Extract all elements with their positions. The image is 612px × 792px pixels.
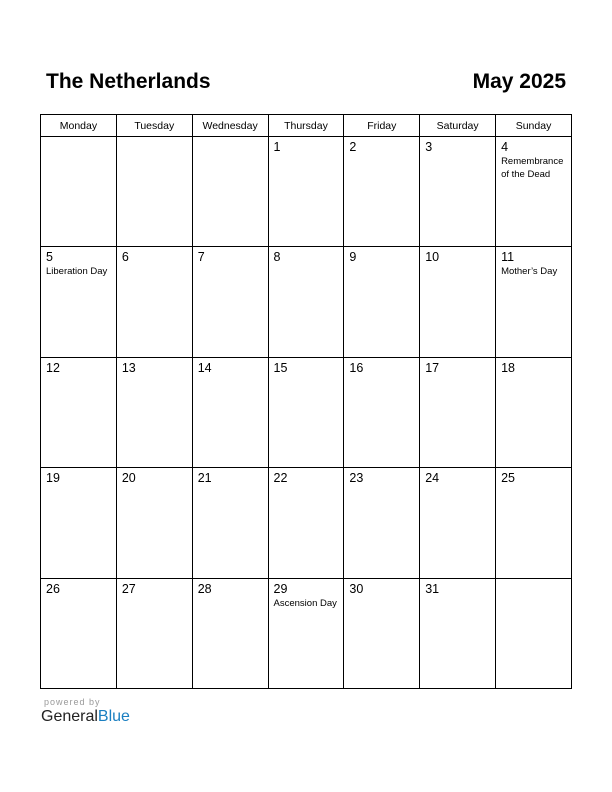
day-cell	[268, 137, 344, 247]
month-title: May 2025	[472, 70, 566, 93]
day-number: 24	[425, 471, 440, 486]
day-cell-content	[269, 468, 344, 488]
country-title: The Netherlands	[46, 70, 211, 93]
day-cell	[344, 357, 420, 467]
day-cell-content	[420, 247, 495, 267]
day-cell	[344, 137, 420, 247]
day-number: 27	[121, 581, 136, 596]
day-number: 26	[46, 581, 60, 596]
day-cell	[496, 247, 572, 357]
generalblue-logo	[41, 708, 130, 726]
day-cell	[192, 357, 268, 467]
day-number: 14	[197, 360, 212, 375]
day-cell	[420, 578, 496, 688]
day-number: 15	[273, 360, 288, 375]
day-cell-content	[496, 358, 571, 378]
day-number: 25	[501, 471, 515, 486]
day-cell-content	[269, 137, 344, 157]
holiday-label: Mother’s Day	[501, 266, 558, 278]
day-number: 17	[425, 360, 440, 375]
day-cell-content	[193, 468, 268, 488]
day-cell-content	[496, 579, 571, 585]
day-number: 20	[121, 471, 136, 486]
holiday-label: Liberation Day	[46, 266, 108, 278]
day-number: 7	[197, 250, 205, 265]
day-number: 9	[349, 250, 357, 265]
calendar-header	[46, 70, 566, 100]
day-cell-content	[41, 358, 116, 378]
day-number: 13	[121, 360, 136, 375]
day-number: 2	[349, 140, 357, 154]
day-number: 22	[273, 471, 288, 486]
day-cell-content	[344, 137, 419, 157]
day-cell-content	[420, 137, 495, 157]
day-number: 28	[197, 581, 212, 596]
day-cell	[192, 578, 268, 688]
day-number: 3	[425, 140, 433, 154]
day-number: 16	[349, 360, 364, 375]
day-cell	[420, 357, 496, 467]
day-number: 1	[273, 140, 281, 154]
day-cell	[496, 137, 572, 247]
day-cell-content	[117, 137, 192, 143]
day-cell-content	[344, 468, 419, 488]
weekday-wednesday: Wednesday	[192, 115, 268, 137]
powered-by-text: powered by	[44, 697, 101, 707]
day-cell	[268, 357, 344, 467]
day-cell-content	[193, 358, 268, 378]
day-cell	[41, 468, 117, 578]
day-number: 19	[46, 471, 60, 486]
weekday-monday: Monday	[41, 115, 117, 137]
weekday-thursday: Thursday	[268, 115, 344, 137]
day-cell	[116, 578, 192, 688]
week-row	[41, 578, 572, 688]
day-cell	[268, 247, 344, 357]
week-row	[41, 247, 572, 357]
day-number: 29	[273, 581, 288, 596]
day-number: 21	[197, 471, 212, 486]
day-number: 12	[46, 360, 60, 375]
calendar	[40, 114, 572, 689]
day-number: 30	[349, 581, 364, 596]
holiday-label: Remembrance of the Dead	[501, 156, 564, 180]
logo-general: General	[41, 708, 98, 725]
week-row	[41, 137, 572, 247]
day-cell-content	[117, 247, 192, 267]
day-cell	[496, 578, 572, 688]
calendar-grid	[40, 114, 572, 689]
day-cell-content	[496, 247, 571, 281]
day-cell-content	[269, 358, 344, 378]
day-cell-content	[420, 468, 495, 488]
weekday-friday: Friday	[344, 115, 420, 137]
day-cell	[496, 357, 572, 467]
weekday-header-row	[41, 115, 572, 137]
day-cell-content	[41, 468, 116, 488]
day-number: 31	[425, 581, 440, 596]
day-number: 4	[501, 140, 509, 154]
day-cell-content	[420, 358, 495, 378]
day-cell-content	[117, 358, 192, 378]
day-cell-content	[117, 579, 192, 599]
day-cell-content	[269, 247, 344, 267]
day-cell	[41, 357, 117, 467]
day-cell-content	[193, 579, 268, 599]
day-cell	[344, 468, 420, 578]
day-number: 6	[121, 250, 129, 265]
day-cell-content	[344, 247, 419, 267]
day-cell-content	[41, 579, 116, 599]
day-cell	[192, 137, 268, 247]
day-cell	[116, 137, 192, 247]
logo-blue: Blue	[97, 708, 130, 725]
day-number: 5	[46, 250, 53, 265]
day-cell	[116, 247, 192, 357]
day-number: 23	[349, 471, 364, 486]
day-cell-content	[193, 137, 268, 143]
day-cell	[41, 578, 117, 688]
day-cell-content	[344, 579, 419, 599]
day-cell-content	[420, 579, 495, 599]
weekday-tuesday: Tuesday	[116, 115, 192, 137]
footer	[41, 697, 130, 726]
day-cell	[116, 357, 192, 467]
week-row	[41, 357, 572, 467]
weekday-sunday: Sunday	[496, 115, 572, 137]
day-number: 11	[501, 250, 515, 265]
holiday-label: Ascension Day	[273, 597, 337, 609]
day-cell	[496, 468, 572, 578]
day-cell	[344, 578, 420, 688]
day-cell	[192, 247, 268, 357]
day-cell-content	[117, 468, 192, 488]
day-cell	[116, 468, 192, 578]
day-cell	[420, 137, 496, 247]
day-cell	[420, 468, 496, 578]
day-cell	[268, 578, 344, 688]
day-cell-content	[193, 247, 268, 267]
day-cell	[41, 247, 117, 357]
weekday-saturday: Saturday	[420, 115, 496, 137]
day-cell-content	[41, 247, 116, 281]
day-cell-content	[269, 579, 344, 613]
day-cell-content	[41, 137, 116, 143]
calendar-weeks	[41, 137, 572, 689]
day-number: 8	[273, 250, 281, 265]
day-number: 18	[501, 360, 515, 375]
day-cell	[420, 247, 496, 357]
week-row	[41, 468, 572, 578]
day-cell	[268, 468, 344, 578]
day-cell-content	[496, 137, 571, 184]
day-cell-content	[344, 358, 419, 378]
day-number: 10	[425, 250, 440, 265]
day-cell	[192, 468, 268, 578]
day-cell	[41, 137, 117, 247]
day-cell	[344, 247, 420, 357]
day-cell-content	[496, 468, 571, 488]
